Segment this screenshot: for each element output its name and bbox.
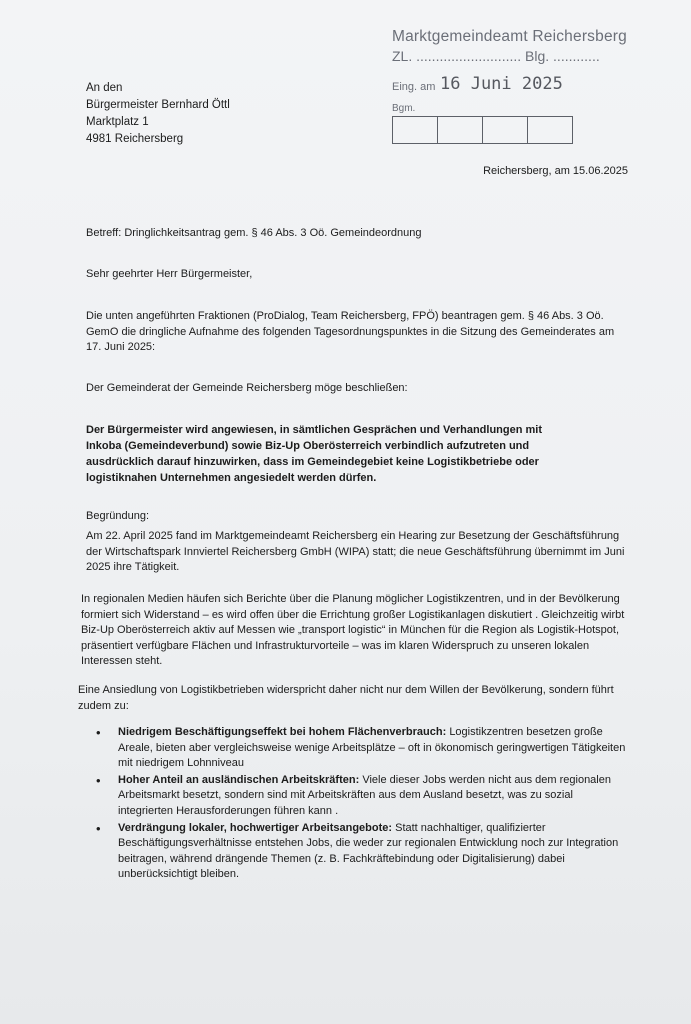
recipient-line: Bürgermeister Bernhard Öttl: [86, 99, 230, 111]
stamp-received-label: Eing. am: [392, 81, 436, 93]
list-item: [96, 773, 626, 820]
stamp-box: [393, 117, 438, 143]
stamp-received-date: 16 Juni 2025: [440, 74, 563, 94]
stamp-boxes: [392, 116, 573, 144]
stamp-box: [528, 117, 572, 143]
argument-list: [96, 725, 626, 884]
subject-line: Betreff: Dringlichkeitsantrag gem. § 46 Abs. 3 Oö. Gemeindeordnung: [86, 227, 422, 239]
recipient-address: [86, 80, 230, 148]
recipient-line: Marktplatz 1: [86, 116, 149, 128]
point-text: Statt nachhaltiger, qualifizierter Beschäftigungsverhältnisse entstehen Jobs, die weder zur regionalen Entwicklung noch zur Integration beitragen, während drängende Themen (z. B. Fachkräftebindung oder Digitalisierung) dabei unberücksichtigt bleiben.: [118, 821, 619, 881]
stamp-office-name: Marktgemeindeamt Reichersberg: [392, 28, 627, 45]
point-heading: Niedrigem Beschäftigungseffekt bei hohem Flächenverbrauch:: [118, 726, 447, 738]
list-item: [96, 821, 626, 883]
stamp-mayor-label: Bgm.: [392, 103, 416, 114]
list-item: [96, 725, 626, 772]
justification-paragraph-3: Eine Ansiedlung von Logistikbetrieben widerspricht daher nicht nur dem Willen der Bevölkerung, sondern führt zudem zu:: [78, 684, 614, 712]
point-heading: Hoher Anteil an ausländischen Arbeitskräften:: [118, 773, 360, 786]
justification-paragraph-2: In regionalen Medien häufen sich Berichte über die Planung möglicher Logistikzentren, und in der Bevölkerung formiert sich Widerstand – es wird offen über die Errichtung großer Logistikanlagen diskutiert . Gleichzeitig wirbt Biz-Up Oberösterreich aktiv auf Messen wie „transport logistic“ in München für die Region als Logistik-Hotspot, präsentiert verfügbare Flächen und Infrastrukturvorteile – was im klaren Widerspruch zu unseren lokalen Interessen steht.: [81, 593, 625, 668]
stamp-box: [438, 117, 483, 143]
justification-paragraph-1: Am 22. April 2025 fand im Marktgemeindeamt Reichersberg ein Hearing zur Besetzung der Geschäftsführung der Wirtschaftspark Innviertel Reichersberg GmbH (WIPA) statt; die neue Geschäftsführung übernimmt im Juni 2025 ihre Tätigkeit.: [86, 530, 625, 574]
point-text: Logistikzentren besetzen große Areale, bieten aber vergleichsweise wenige Arbeitsplätze – oft in ökonomisch geringwertigen Tätigkeiten mit niedrigem Lohnniveau: [118, 726, 626, 770]
point-text: Viele dieser Jobs werden nicht aus dem regionalen Arbeitsmarkt besetzt, sondern sind mit Arbeitskräften aus dem Ausland besetzt, was zu sozial integrierten Herausforderungen führen kann .: [118, 773, 611, 817]
stamp-zl-line: ZL. ........................... Blg. ............: [392, 48, 600, 64]
recipient-line: An den: [86, 82, 123, 94]
point-heading: Verdrängung lokaler, hochwertiger Arbeitsangebote:: [118, 821, 393, 834]
resolution-intro: Der Gemeinderat der Gemeinde Reichersberg möge beschließen:: [86, 382, 408, 394]
stamp-box: [483, 117, 528, 143]
place-date: Reichersberg, am 15.06.2025: [483, 165, 628, 177]
greeting: Sehr geehrter Herr Bürgermeister,: [86, 268, 253, 280]
motion-text: Der Bürgermeister wird angewiesen, in sämtlichen Gesprächen und Verhandlungen mit Inkoba (Gemeindeverbund) sowie Biz-Up Oberösterreich verbindlich aufzutreten und ausdrücklich darauf hinzuwirken, dass im Gemeindegebiet keine Logistikbetriebe oder logistiknahen Unternehmen angesiedelt werden dürfen.: [86, 424, 543, 484]
recipient-line: 4981 Reichersberg: [86, 133, 184, 145]
justification-label: Begründung:: [86, 510, 149, 522]
intro-paragraph: Die unten angeführten Fraktionen (ProDialog, Team Reichersberg, FPÖ) beantragen gem. § 46 Abs. 3 Oö. GemO die dringliche Aufnahme des folgenden Tagesordnungspunktes in die Sitzung des Gemeinderates am 17. Juni 2025:: [86, 310, 615, 354]
